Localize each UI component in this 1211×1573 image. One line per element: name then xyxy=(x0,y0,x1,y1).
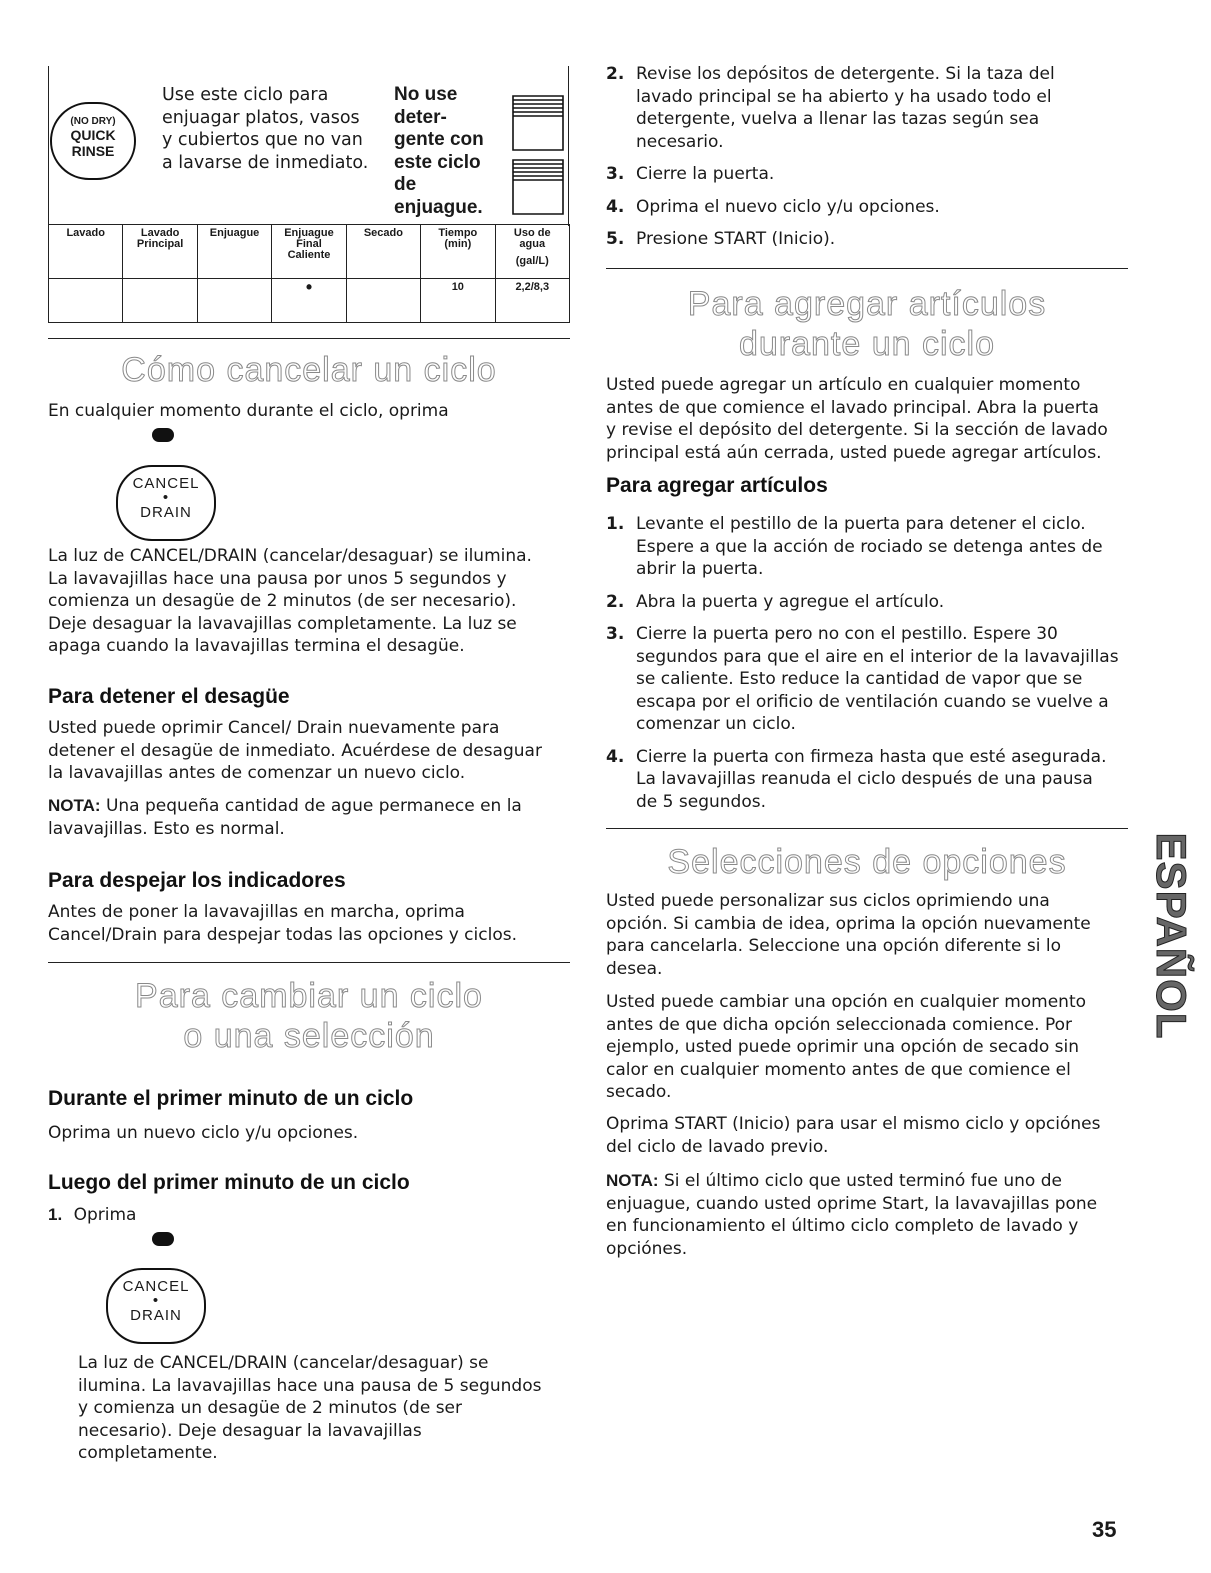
table-cell: 10 xyxy=(421,279,495,323)
cancel-drain-button[interactable]: CANCEL • DRAIN xyxy=(116,465,216,541)
language-side-tab: ESPAÑOL xyxy=(1148,832,1195,1040)
table-header: Enjuague Final Caliente xyxy=(272,225,346,279)
list-item: 3. Cierre la puerta. xyxy=(606,164,775,184)
list-item: 5. Presione START (Inicio). xyxy=(606,229,836,249)
table-cell: • xyxy=(272,279,346,323)
list-item: 2. Revise los depósitos de detergente. Si la taza del lavado principal se ha abierto y ha usado todo el detergente, vuelva a llenar las tazas según sea necesario. xyxy=(606,64,1055,152)
options-paragraph-3: Oprima START (Inicio) para usar el mismo ciclo y opciónes del ciclo de lavado previo. xyxy=(606,1114,1101,1157)
table-header: Lavado xyxy=(49,225,123,279)
quick-rinse-box xyxy=(48,66,570,324)
cancel-intro: En cualquier momento durante el ciclo, oprima xyxy=(48,401,449,421)
list-item: 4. Cierre la puerta con firmeza hasta que esté asegurada. La lavavajillas reanuda el ciclo después de una pausa de 5 segundos. xyxy=(606,746,1107,812)
options-paragraph-1: Usted puede personalizar sus ciclos oprimiendo una opción. Si cambia de idea, oprima la opción nuevamente para cancelarla. Seleccione una opción diferente si lo desea. xyxy=(606,891,1091,979)
options-note: NOTA: Si el último ciclo que usted terminó fue uno de enjuague, cuando usted oprime Start, la lavavajillas pone en funcionamiento el último ciclo completo de lavado y opciónes. xyxy=(606,1171,1098,1259)
detergent-cup-icon xyxy=(510,94,566,216)
stop-drain-paragraph: Usted puede oprimir Cancel/ Drain nuevamente para detener el desagüe de inmediato. Acuérdese de desaguar la lavavajillas antes de comenzar un nuevo ciclo. xyxy=(48,718,542,783)
after-minute-paragraph: La luz de CANCEL/DRAIN (cancelar/desaguar) se ilumina. La lavavajillas hace una pausa de 5 segundos y comienza un desagüe de 2 minutos (de ser necesario). Deje desaguar la lavavajillas completamente. xyxy=(78,1353,542,1463)
table-cell xyxy=(123,279,197,323)
table-cell: 2,2/8,3 xyxy=(495,279,569,323)
section-divider xyxy=(606,828,1128,829)
list-item: 3. Cierre la puerta pero no con el pestillo. Espere 30 segundos para que el aire en el interior de la lavavajillas se caliente. Esto reduce la cantidad de vapor que se escapa por el orificio de ventilación cuando se vuelve a comenzar un ciclo. xyxy=(606,624,1119,734)
add-section-title: Para agregar artículos durante un ciclo xyxy=(687,285,1047,363)
add-intro-paragraph: Usted puede agregar un artículo en cualquier momento antes de que comience el lavado principal. Abra la puerta y revise el depósito del detergente. Si la sección de lavado principal está aún cerrada, usted puede agregar artículos. xyxy=(606,375,1108,463)
button-indicator-icon xyxy=(152,428,174,442)
first-minute-heading: Durante el primer minuto de un ciclo xyxy=(48,1087,414,1110)
table-row xyxy=(49,279,570,323)
cancel-drain-button[interactable]: CANCEL • DRAIN xyxy=(106,1268,206,1344)
table-header: Lavado Principal xyxy=(123,225,197,279)
change-section-title: Para cambiar un ciclo o una selección xyxy=(135,977,483,1055)
section-divider xyxy=(48,962,570,963)
after-minute-heading: Luego del primer minuto de un ciclo xyxy=(48,1171,410,1194)
clear-indicators-paragraph: Antes de poner la lavavajillas en marcha, oprima Cancel/Drain para despejar todas las opciones y ciclos. xyxy=(48,902,517,945)
quick-rinse-description: Use este ciclo para enjuagar platos, vasos y cubiertos que no van a lavarse de inmediato. xyxy=(162,85,369,173)
add-steps-list xyxy=(606,513,1136,813)
quick-rinse-icon: (NO DRY) QUICK RINSE xyxy=(50,102,136,180)
section-divider xyxy=(606,268,1128,269)
button-indicator-icon xyxy=(152,1232,174,1246)
clear-indicators-heading: Para despejar los indicadores xyxy=(48,869,346,892)
options-paragraph-2: Usted puede cambiar una opción en cualquier momento antes de que dicha opción seleccionada comience. Por ejemplo, usted puede oprimir una opción de secado sin calor en cualquier momento antes de que comience el secado. xyxy=(606,992,1087,1102)
section-divider xyxy=(48,338,570,339)
note-label: NOTA: xyxy=(606,1171,659,1190)
table-cell xyxy=(49,279,123,323)
cycle-table xyxy=(48,224,570,323)
quick-rinse-warning: No use deter- gente con este ciclo de enjuague. xyxy=(394,84,484,218)
table-cell xyxy=(346,279,420,323)
table-header: Tiempo (min) xyxy=(421,225,495,279)
change-steps-list xyxy=(606,63,1136,251)
stop-drain-note: NOTA: Una pequeña cantidad de ague permanece en la lavavajillas. Esto es normal. xyxy=(48,796,522,839)
after-minute-step: 1. Oprima xyxy=(48,1205,137,1225)
page-number: 35 xyxy=(1092,1517,1117,1542)
stop-drain-heading: Para detener el desagüe xyxy=(48,685,290,708)
table-header: Secado xyxy=(346,225,420,279)
cancel-paragraph: La luz de CANCEL/DRAIN (cancelar/desaguar) se ilumina. La lavavajillas hace una pausa por unos 5 segundos y comienza un desagüe de 2 minutos (de ser necesario). Deje desaguar la lavavajillas completamente. La luz se apaga cuando la lavavajillas termina el desagüe. xyxy=(48,546,532,656)
table-header: Uso de agua (gal/L) xyxy=(495,225,569,279)
first-minute-text: Oprima un nuevo ciclo y/u opciones. xyxy=(48,1123,359,1143)
table-header: Enjuague xyxy=(197,225,271,279)
note-label: NOTA: xyxy=(48,796,101,815)
list-item: 1. Levante el pestillo de la puerta para detener el ciclo. Espere a que la acción de rociado se detenga antes de abrir la puerta. xyxy=(606,514,1103,579)
list-item: 4. Oprima el nuevo ciclo y/u opciones. xyxy=(606,196,940,217)
cancel-section-title: Cómo cancelar un ciclo xyxy=(121,351,497,389)
list-item: 2. Abra la puerta y agregue el artículo. xyxy=(606,591,945,612)
add-items-heading: Para agregar artículos xyxy=(606,474,828,497)
cycle-table-header-row xyxy=(49,225,570,279)
table-cell xyxy=(197,279,271,323)
options-section-title: Selecciones de opciones xyxy=(667,843,1067,881)
